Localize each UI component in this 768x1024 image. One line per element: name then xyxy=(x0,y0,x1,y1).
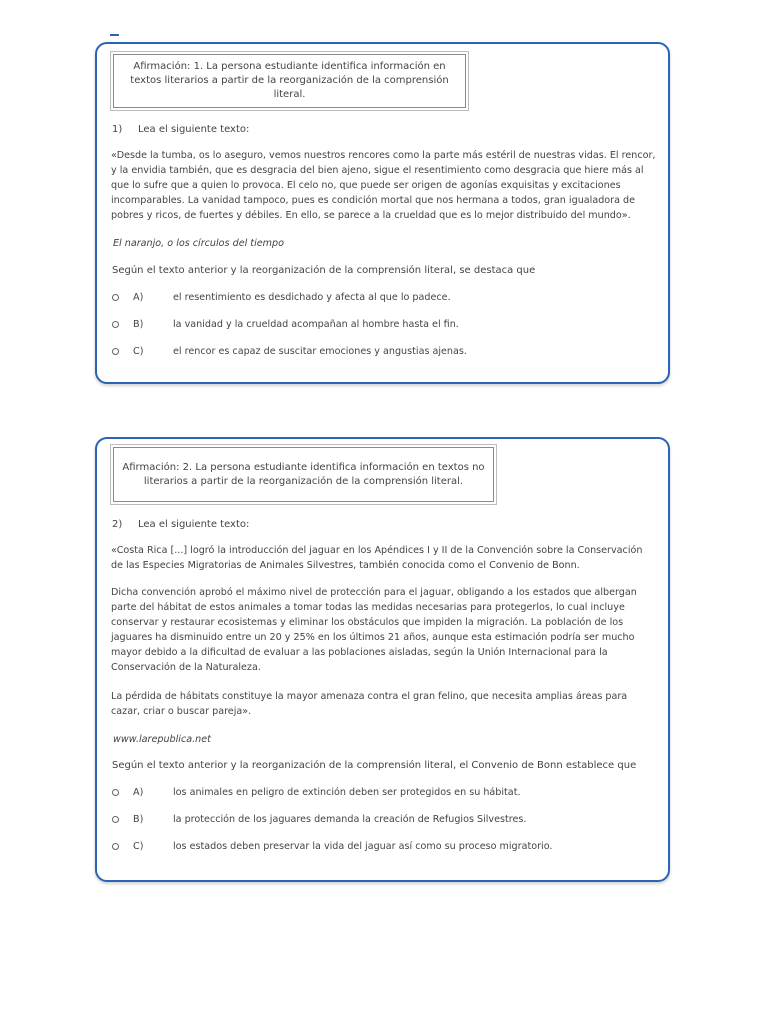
question-number: 2) xyxy=(112,519,123,530)
option-letter: C) xyxy=(133,345,144,357)
claim-box: Afirmación: 2. La persona estudiante identifica información en textos no literarios a partir de la reorganización de la comprensión literal. xyxy=(113,447,494,502)
question-instruction: Lea el siguiente texto: xyxy=(138,124,250,135)
question-instruction: Lea el siguiente texto: xyxy=(138,519,250,530)
question-prompt: Según el texto anterior y la reorganización de la comprensión literal, se destaca que xyxy=(112,265,536,276)
radio-button-icon[interactable] xyxy=(112,816,119,823)
question-number: 1) xyxy=(112,124,123,135)
question-card-2 xyxy=(95,437,670,882)
passage-paragraph: Dicha convención aprobó el máximo nivel de protección para el jaguar, obligando a los estados que albergan parte del hábitat de estos animales a tomar todas las medidas necesarias para protegerlos, lo cual incluye conservar y restaurar ecosistemas y eliminar los obstáculos que impiden la migración. La población de los jaguares ha disminuido entre un 20 y 25% en los últimos 21 años, aunque esta estimación podría ser mucho mayor debido a la dificultad de evaluar a las poblaciones aisladas, según la Unión Internacional para la Conservación de la Naturaleza. xyxy=(111,587,637,673)
option-text: la vanidad y la crueldad acompañan al hombre hasta el fin. xyxy=(173,318,459,330)
option-letter: A) xyxy=(133,786,144,798)
question-heading xyxy=(112,124,249,135)
answer-option-a[interactable] xyxy=(112,290,451,304)
passage-paragraph: «Costa Rica [...] logró la introducción del jaguar en los Apéndices I y II de la Convención sobre la Conservación de las Especies Migratorias de Animales Silvestres, también conocida como el Convenio de Bonn. xyxy=(111,545,643,571)
option-text: los animales en peligro de extinción deben ser protegidos en su hábitat. xyxy=(173,786,521,798)
answer-option-b[interactable] xyxy=(112,317,459,331)
answer-option-b[interactable] xyxy=(112,812,526,826)
answer-option-c[interactable] xyxy=(112,839,552,853)
passage-paragraph: «Desde la tumba, os lo aseguro, vemos nuestros rencores como la parte más estéril de nuestras vidas. El rencor, y la envidia también, que es desgracia del bien ajeno, sigue el resentimiento como desgracia que hiere más al que lo sufre que a quien lo provoca. El celo no, que puede ser origen de agonías exquisitas y excitaciones incomparables. La vanidad tampoco, pues es condición mortal que nos hermana a todos, gran igualadora de pobres y ricos, de fuertes y débiles. En ello, se parece a la crueldad que es lo mejor distribuido del mundo». xyxy=(111,150,656,221)
option-letter: B) xyxy=(133,813,144,825)
radio-button-icon[interactable] xyxy=(112,348,119,355)
answer-option-c[interactable] xyxy=(112,344,467,358)
top-mark xyxy=(110,34,119,36)
radio-button-icon[interactable] xyxy=(112,789,119,796)
radio-button-icon[interactable] xyxy=(112,843,119,850)
claim-box: Afirmación: 1. La persona estudiante identifica información en textos literarios a partir de la reorganización de la comprensión literal. xyxy=(113,54,466,108)
passage-paragraph: La pérdida de hábitats constituye la mayor amenaza contra el gran felino, que necesita amplias áreas para cazar, criar o buscar pareja». xyxy=(111,691,628,717)
passage-source: El naranjo, o los círculos del tiempo xyxy=(113,238,284,249)
option-text: la protección de los jaguares demanda la creación de Refugios Silvestres. xyxy=(173,813,527,825)
radio-button-icon[interactable] xyxy=(112,321,119,328)
question-card-1 xyxy=(95,42,670,384)
option-text: el resentimiento es desdichado y afecta al que lo padece. xyxy=(173,291,451,303)
passage-source: www.larepublica.net xyxy=(113,734,211,745)
answer-option-a[interactable] xyxy=(112,785,521,799)
radio-button-icon[interactable] xyxy=(112,294,119,301)
option-letter: A) xyxy=(133,291,144,303)
option-letter: B) xyxy=(133,318,144,330)
question-heading xyxy=(112,519,249,530)
option-text: el rencor es capaz de suscitar emociones y angustias ajenas. xyxy=(173,345,467,357)
question-prompt: Según el texto anterior y la reorganización de la comprensión literal, el Convenio de Bonn establece que xyxy=(112,760,637,771)
option-text: los estados deben preservar la vida del jaguar así como su proceso migratorio. xyxy=(173,840,553,852)
option-letter: C) xyxy=(133,840,144,852)
